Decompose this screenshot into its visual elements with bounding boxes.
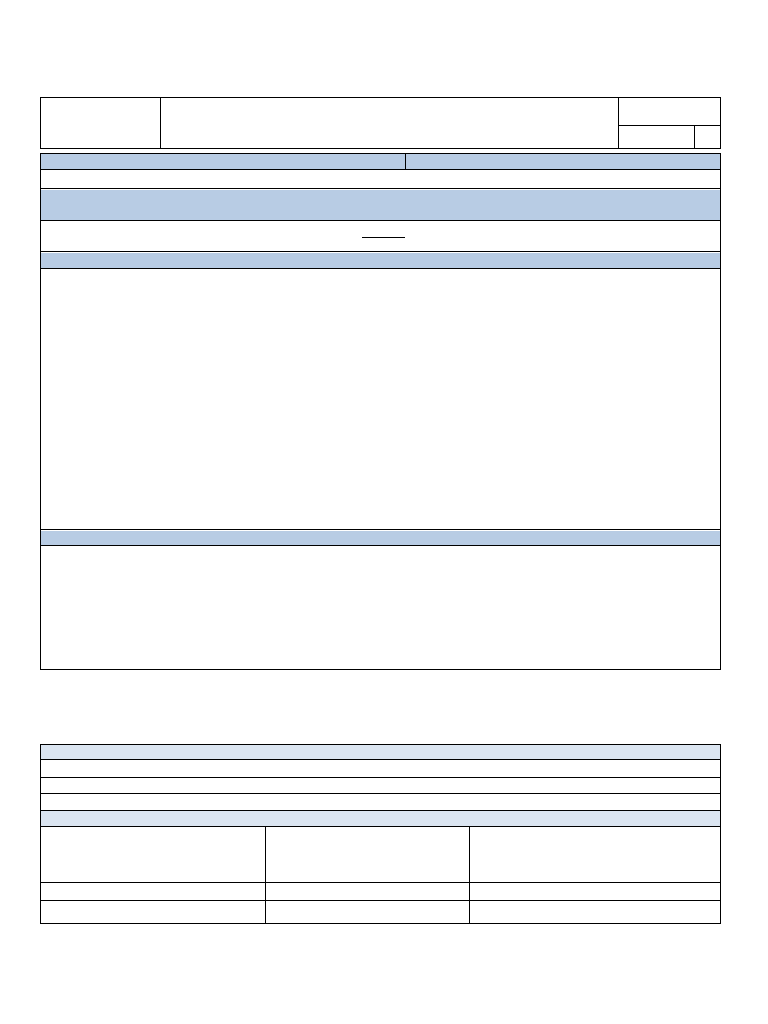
divider (362, 237, 405, 238)
proyecto-cliente-input-row[interactable] (41, 171, 720, 189)
cliente-header (406, 154, 720, 170)
divider (405, 153, 406, 170)
divider (41, 900, 720, 901)
proyecto-header (41, 154, 405, 170)
header-divider (694, 125, 695, 149)
observations-header (41, 745, 720, 760)
section2-header (41, 531, 720, 546)
observations-note-row (41, 811, 720, 827)
section-gap-row (41, 515, 720, 530)
section1-header (41, 253, 720, 269)
observations-input[interactable] (41, 761, 720, 810)
divider (41, 882, 720, 883)
header-divider (160, 97, 161, 149)
header-divider (618, 125, 721, 126)
info-header-row (41, 190, 720, 221)
divider (469, 827, 470, 924)
header-divider (618, 97, 619, 149)
divider (265, 827, 266, 924)
